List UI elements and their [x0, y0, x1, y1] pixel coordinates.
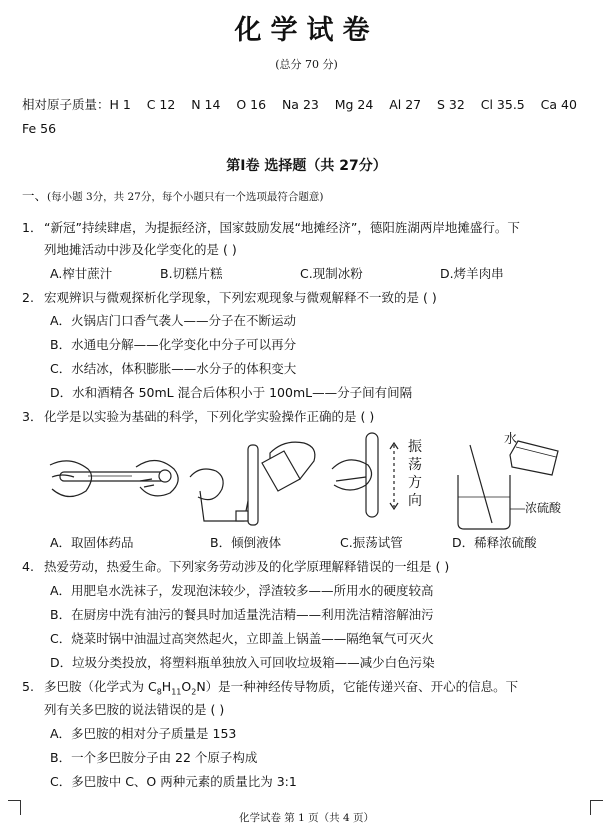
- figure-a-take-solid: [50, 460, 178, 496]
- option-c[interactable]: C.振荡试管: [340, 535, 403, 550]
- option-d[interactable]: D．垃圾分类投放，将塑料瓶单独放入可回收垃圾箱——减少白色污染: [50, 655, 435, 670]
- option-b[interactable]: B．水通电分解——化学变化中分子可以再分: [50, 337, 297, 352]
- option-d[interactable]: D.烤羊肉串: [440, 266, 504, 281]
- acid-label: 浓硫酸: [525, 501, 562, 515]
- atomic-mass-line-2: Fe 56: [22, 121, 57, 136]
- question-1-stem: [22, 218, 520, 236]
- subscript: 2: [191, 687, 197, 697]
- question-5-stem-2: 列有关多巴胺的说法错误的是 ( ): [44, 702, 225, 717]
- page-title: 化学试卷: [234, 15, 379, 46]
- question-text: 多巴胺（化学式为 C: [44, 679, 157, 694]
- instruction-note: (每小题 3分，共 27分，每个小题只有一个选项最符合题意): [47, 191, 324, 203]
- option-d[interactable]: D．稀释浓硫酸: [452, 535, 537, 550]
- option-b[interactable]: B．在厨房中洗有油污的餐具时加适量洗洁精——利用洗洁精溶解油污: [50, 607, 434, 622]
- question-text: N）是一种神经传导物质，它能传递兴奋、开心的信息。下: [196, 679, 519, 694]
- subscript: 11: [171, 687, 182, 697]
- subscript: 8: [156, 687, 162, 697]
- total-score: (总分 70 分): [275, 58, 338, 71]
- label-char: 振: [408, 439, 422, 455]
- question-number: 5.: [22, 679, 34, 694]
- section-instruction: [22, 186, 323, 204]
- option-c[interactable]: C．水结冰，体积膨胀——水分子的体积变大: [50, 361, 297, 376]
- question-text: “新冠”持续肆虐，为提振经济，国家鼓励发展“地摊经济”，德阳旌湖两岸地摊盛行。下: [44, 220, 520, 235]
- option-b[interactable]: B.切糕片糕: [160, 266, 223, 281]
- question-3-stem: [22, 407, 374, 425]
- option-a[interactable]: A．火锅店门口香气袭人——分子在不断运动: [50, 313, 297, 328]
- question-number: 4.: [22, 559, 34, 574]
- option-c[interactable]: C.现制冰粉: [300, 266, 363, 281]
- part-label: 一、: [22, 188, 48, 203]
- question-text: 热爱劳动，热爱生命。下列家务劳动涉及的化学原理解释错误的一组是 ( ): [44, 559, 450, 574]
- label-char: 荡: [408, 457, 422, 473]
- page-footer: 化学试卷 第 1 页（共 4 页）: [238, 812, 375, 824]
- option-c[interactable]: C．多巴胺中 C、O 两种元素的质量比为 3:1: [50, 774, 297, 789]
- water-label: 水: [504, 432, 518, 447]
- atomic-mass-line-1: 相对原子质量：H 1 C 12 N 14 O 16 Na 23 Mg 24 Al 27 S 32 Cl 35.5 Ca 40: [22, 97, 577, 112]
- question-5-stem: [22, 677, 518, 697]
- question-number: 3．: [22, 409, 43, 424]
- section-title: 第Ⅰ卷 选择题（共 27分）: [226, 158, 387, 174]
- option-b[interactable]: B．一个多巴胺分子由 22 个原子构成: [50, 750, 258, 765]
- element-symbol: O: [181, 679, 192, 694]
- option-c[interactable]: C．烧菜时锅中油温过高突然起火，立即盖上锅盖——隔绝氧气可灭火: [50, 631, 434, 646]
- question-4-stem: [22, 557, 449, 575]
- figure-c-shake-tube: [332, 433, 398, 517]
- figure-b-pour-liquid: [190, 442, 315, 525]
- option-a[interactable]: A．用肥皂水洗袜子，发现泡沫较少，浮渣较多——所用水的硬度较高: [50, 583, 434, 598]
- question-1-stem-2: 列地摊活动中涉及化学变化的是 ( ): [44, 242, 237, 257]
- element-symbol: H: [161, 679, 172, 694]
- question-text: 化学是以实验为基础的科学，下列化学实验操作正确的是 ( ): [44, 409, 375, 424]
- label-char: 方: [408, 475, 422, 491]
- atomic-mass-table: [22, 93, 597, 141]
- option-a[interactable]: A．取固体药品: [50, 535, 134, 550]
- shake-direction-label: [408, 438, 424, 510]
- question-text: 宏观辨识与微观探析化学现象，下列宏观现象与微观解释不一致的是 ( ): [44, 290, 437, 305]
- question-number: 1．: [22, 220, 43, 235]
- option-d[interactable]: D．水和酒精各 50mL 混合后体积小于 100mL——分子间有间隔: [50, 385, 413, 400]
- option-a[interactable]: A.榨甘蔗汁: [50, 266, 113, 281]
- question-2-stem: [22, 288, 437, 306]
- option-a[interactable]: A．多巴胺的相对分子质量是 153: [50, 726, 237, 741]
- option-b[interactable]: B．倾倒液体: [210, 535, 282, 550]
- label-char: 向: [408, 493, 422, 509]
- question-number: 2.: [22, 290, 34, 305]
